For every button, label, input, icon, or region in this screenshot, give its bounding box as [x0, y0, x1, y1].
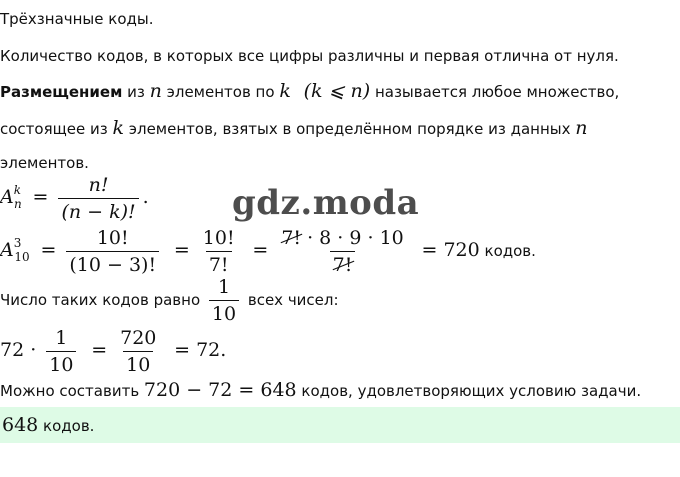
answer-text — [2, 415, 94, 436]
share-text-b: всех чисел: — [243, 291, 339, 309]
formula2-f2-denominator: 7! — [206, 251, 232, 276]
formula3-end: . — [220, 339, 227, 361]
var-k-2: k — [112, 117, 124, 139]
answer-unit: кодов. — [38, 417, 95, 435]
formula3-result: 72 — [196, 339, 221, 361]
answer-box — [0, 407, 680, 443]
formula3-eq-2: = — [174, 339, 191, 361]
formula1-fraction — [58, 174, 138, 223]
formula3-fraction-2 — [117, 327, 159, 376]
var-n-2: n — [575, 117, 588, 139]
conclusion-expression: 720 − 72 = 648 — [143, 379, 297, 401]
formula2-fraction-3 — [278, 227, 406, 276]
formula3-dot: · — [30, 339, 37, 361]
definition-line-1 — [0, 81, 619, 102]
formula-arrangement-specific — [0, 227, 536, 276]
share-numerator: 1 — [217, 276, 231, 298]
formula2-f3-numerator — [278, 227, 406, 251]
formula2-unit: кодов. — [479, 242, 536, 260]
cancelled-factorial-top: 7! — [281, 227, 302, 249]
share-text-a: Число таких кодов равно — [0, 291, 205, 309]
formula3-f1-denominator: 10 — [46, 351, 76, 376]
share-denominator: 10 — [209, 300, 239, 325]
definition-text-a: из — [122, 83, 150, 101]
formula2-f3-denominator — [330, 251, 356, 276]
formula1-A: A — [0, 186, 14, 208]
watermark-logo: gdz.moda — [232, 183, 420, 223]
formula2-f1-denominator: (10 − 3)! — [66, 251, 159, 276]
definition2-text-a: состоящее из — [0, 120, 113, 138]
share-line — [0, 276, 339, 325]
formula2-fraction-1 — [66, 227, 159, 276]
formula1-numerator: n! — [88, 174, 109, 196]
definition-text-b: элементов по — [161, 83, 280, 101]
formula1-sub: n — [14, 197, 22, 211]
formula2-fraction-2 — [200, 227, 238, 276]
formula2-f1-numerator: 10! — [96, 227, 129, 249]
conclusion-line — [0, 380, 641, 401]
formula2-eq-4: = — [421, 239, 438, 261]
formula3-f1-numerator: 1 — [55, 327, 68, 349]
answer-value: 648 — [2, 414, 39, 436]
formula3-f2-numerator: 720 — [120, 327, 157, 349]
formula2-eq-1: = — [40, 239, 57, 261]
definition-condition: (k ⩽ n) — [303, 80, 371, 102]
formula2-sub: 10 — [14, 250, 30, 264]
formula3-f2-denominator: 10 — [123, 351, 153, 376]
formula1-eq: = — [32, 186, 49, 208]
formula1-sup: k — [13, 183, 22, 197]
var-k: k — [279, 80, 291, 102]
formula2-eq-2: = — [173, 239, 190, 261]
formula2-f3-numerator-rest: · 8 · 9 · 10 — [301, 227, 404, 249]
definition-line-2 — [0, 118, 588, 139]
conclusion-text-b: кодов, удовлетворяющих условию задачи. — [296, 382, 642, 400]
formula2-sup: 3 — [13, 236, 22, 250]
formula1-denominator: (n − k)! — [58, 198, 138, 223]
formula2-eq-3: = — [252, 239, 269, 261]
formula3-fraction-1 — [46, 327, 76, 376]
formula2-result: 720 — [443, 239, 480, 261]
formula-arrangement-general — [0, 174, 149, 223]
formula2-f2-numerator: 10! — [202, 227, 235, 249]
var-n: n — [149, 80, 162, 102]
condition-line: Количество кодов, в которых все цифры различны и первая отлична от нуля. — [0, 47, 619, 65]
formula1-end: . — [142, 186, 149, 208]
definition-line-3: элементов. — [0, 154, 89, 172]
conclusion-text-a: Можно составить — [0, 382, 144, 400]
title-line: Трёхзначные коды. — [0, 10, 154, 28]
definition-text-c: называется любое множество, — [370, 83, 620, 101]
formula-share-calc — [0, 327, 226, 376]
share-fraction — [209, 276, 239, 325]
formula2-A: A — [0, 239, 14, 261]
formula3-a: 72 — [0, 339, 25, 361]
definition2-text-b: элементов, взятых в определённом порядке из данных — [123, 120, 576, 138]
formula3-eq-1: = — [91, 339, 108, 361]
cancelled-factorial-bottom: 7! — [332, 254, 353, 276]
definition-term: Размещением — [0, 83, 123, 101]
